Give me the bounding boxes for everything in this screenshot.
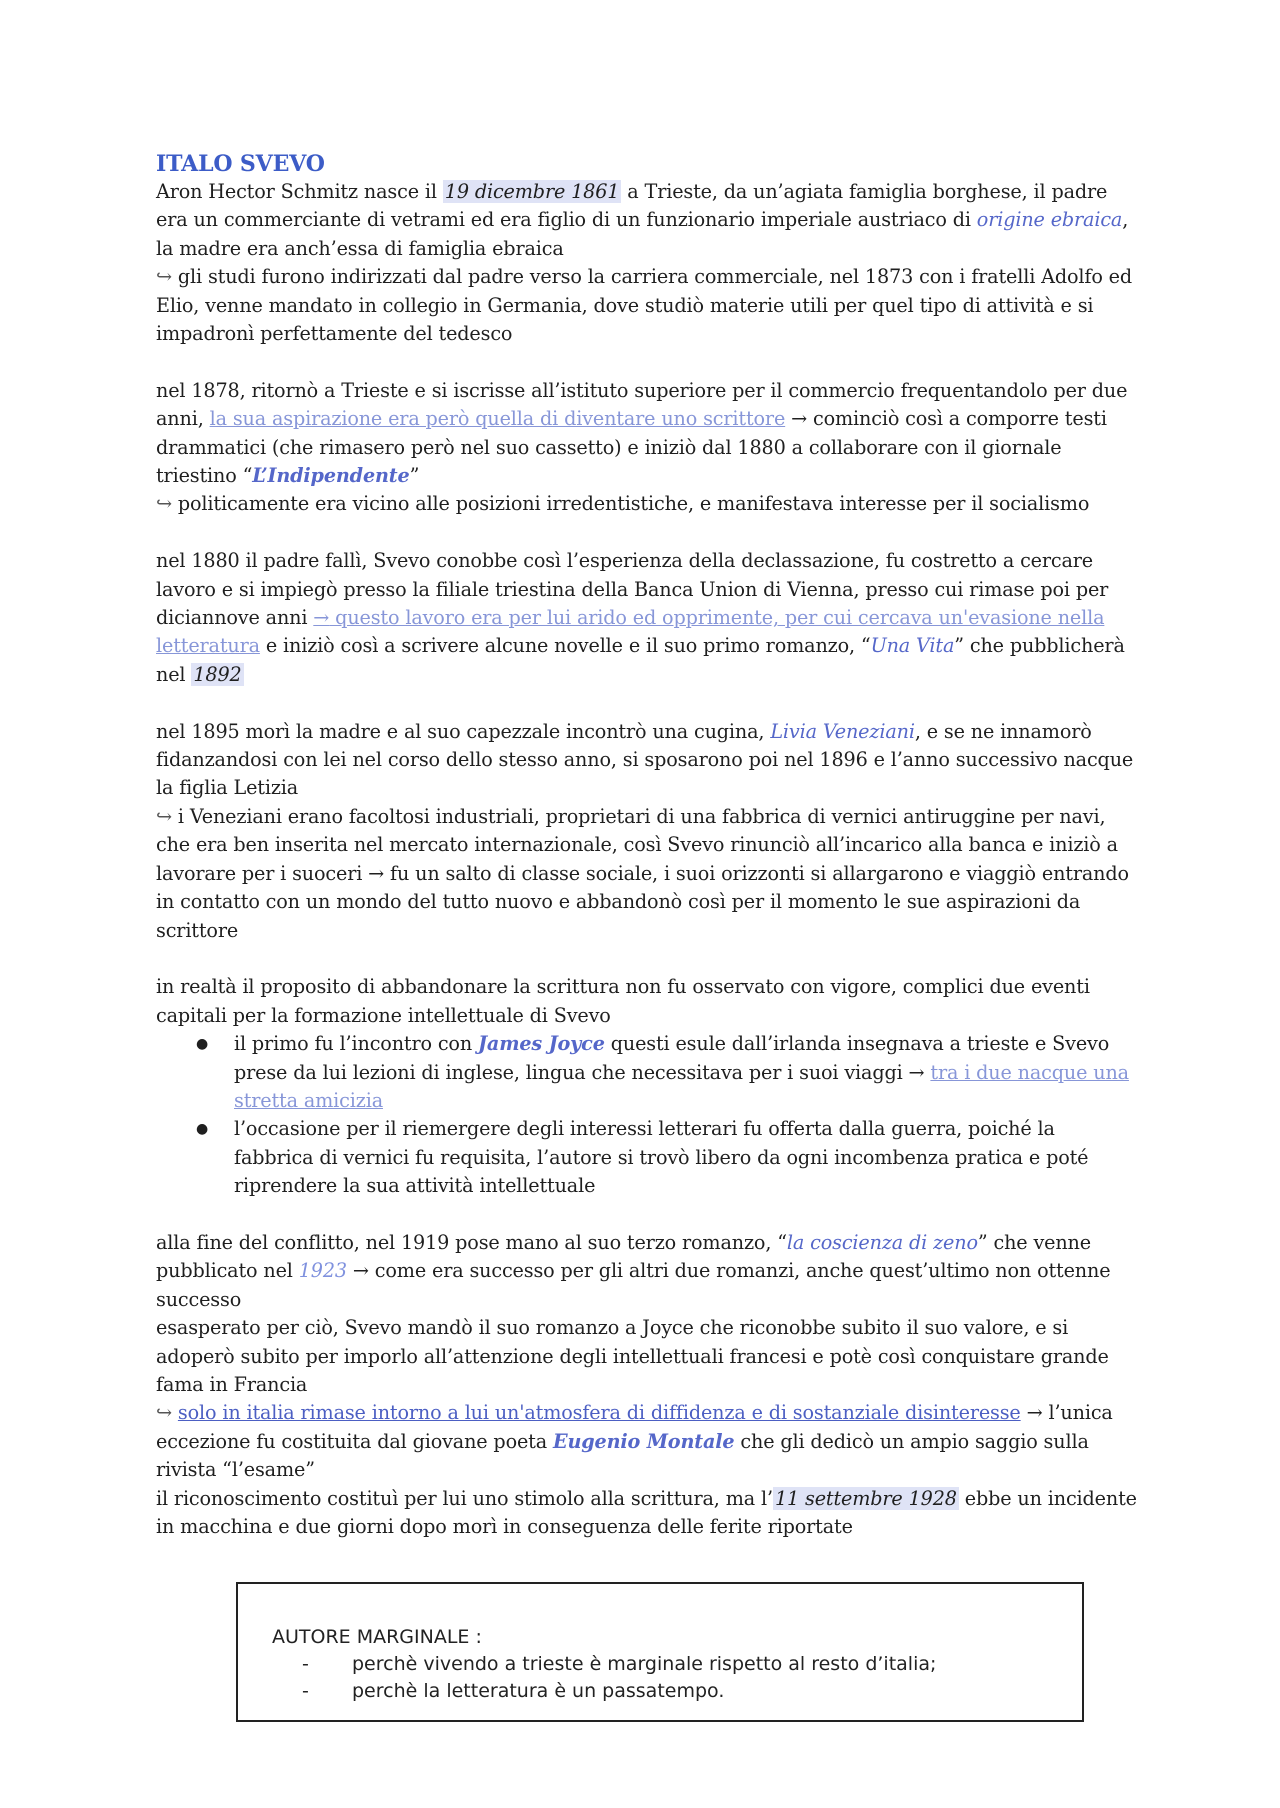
hook-arrow-icon: ↪ xyxy=(156,804,172,828)
journal-name: L’Indipendente xyxy=(252,464,410,488)
hook-arrow-icon: ↪ xyxy=(156,265,172,289)
paragraph-bank xyxy=(156,547,1140,689)
person-name: James Joyce xyxy=(478,1032,605,1056)
text-run: ” che pubblicherà nel xyxy=(156,634,1125,686)
spacer xyxy=(156,945,1140,973)
text-run: questi esule dall’irlanda insegnava a trieste e Svevo prese da lui lezioni di inglese, lingua che necessitava per i suoi viaggi → xyxy=(234,1032,1110,1084)
link-aspiration[interactable]: la sua aspirazione era però quella di diventare uno scrittore xyxy=(209,407,786,431)
summary-item: perchè vivendo a trieste è marginale rispetto al resto d’italia; xyxy=(352,1653,937,1675)
paragraph-joyce xyxy=(156,1314,1140,1399)
publication-year: 1923 xyxy=(298,1259,347,1283)
paragraph-veneziani xyxy=(156,803,1140,945)
text-run: nel 1880 il padre fallì, Svevo conobbe così l’esperienza della declassazione, fu costretto a cercare lavoro e si impiegò presso la filiale triestina della Banca Union di Vienna, presso cui rimase poi per diciannove anni xyxy=(156,549,1109,630)
hook-arrow-icon: ↪ xyxy=(156,492,172,516)
paragraph-birth xyxy=(156,178,1140,263)
hook-arrow-icon: ↪ xyxy=(156,1401,172,1425)
birth-date: 19 dicembre 1861 xyxy=(444,180,620,203)
link-arrow[interactable]: → xyxy=(313,606,330,630)
text-run: gli studi furono indirizzati dal padre verso la carriera commerciale, nel 1873 con i fratelli Adolfo ed Elio, venne mandato in collegio in Germania, dove studiò materie utili per quel tipo di attività e si impadronì perfettamente del tedesco xyxy=(156,265,1133,346)
text-run: il primo fu l’incontro con xyxy=(234,1032,478,1056)
text-run: nel 1895 morì la madre e al suo capezzale incontrò una cugina, xyxy=(156,719,771,743)
text-run: → l’unica eccezione fu costituita dal giovane poeta xyxy=(156,1401,1113,1453)
text-run: , e se ne innamorò fidanzandosi con lei nel corso dello stesso anno, si sposarono poi nel 1896 e l’anno successivo nacque la figlia Letizia xyxy=(156,719,1134,800)
origin-highlight: origine ebraica xyxy=(976,208,1123,232)
person-name: Livia Veneziani xyxy=(770,719,915,743)
list-item xyxy=(156,1115,1140,1200)
paragraph-death xyxy=(156,1485,1140,1542)
dash-bullet: - xyxy=(302,1653,309,1675)
bullet-icon: ● xyxy=(196,1121,209,1138)
novel-title: la coscienza di zeno xyxy=(786,1230,978,1254)
text-run: → cominciò così a comporre testi drammatici (che rimasero però nel suo cassetto) e iniziò dal 1880 a collaborare con il giornale triestino “ xyxy=(156,407,1107,488)
text-run: ebbe un incidente in macchina e due giorni dopo morì in conseguenza delle ferite riportate xyxy=(156,1486,1137,1539)
dash-bullet: - xyxy=(302,1680,309,1702)
page-title: ITALO SVEVO xyxy=(156,151,325,177)
paragraph-return-trieste xyxy=(156,377,1140,491)
text-run: Aron Hector Schmitz nasce il xyxy=(156,180,443,203)
spacer xyxy=(156,348,1140,376)
text-run: il riconoscimento costituì per lui uno stimolo alla scrittura, ma l’ xyxy=(156,1486,773,1510)
person-name: Eugenio Montale xyxy=(552,1429,735,1453)
link-evasion[interactable]: questo lavoro era per lui arido ed opprimente, per cui cercava un'evasione nella letteratura xyxy=(156,606,1105,658)
paragraph-marriage xyxy=(156,718,1140,803)
text-run: politicamente era vicino alle posizioni irredentistiche, e manifestava interesse per il socialismo xyxy=(171,492,1090,516)
text-run: ” che venne pubblicato nel xyxy=(156,1230,1091,1283)
events-list xyxy=(156,1030,1140,1200)
link-friendship[interactable]: tra i due nacque una stretta amicizia xyxy=(234,1060,1129,1112)
document-body xyxy=(156,150,1140,1541)
text-run: e iniziò così a scrivere alcune novelle e il suo primo romanzo, “ xyxy=(259,634,871,658)
text-run: nel 1878, ritornò a Trieste e si iscrisse all’istituto superiore per il commercio frequentandolo per due anni, xyxy=(156,378,1128,431)
paragraph-italy xyxy=(156,1399,1140,1484)
paragraph-writing xyxy=(156,973,1140,1030)
summary-item: perchè la letteratura è un passatempo. xyxy=(352,1680,725,1702)
spacer xyxy=(156,1201,1140,1229)
spacer xyxy=(156,519,1140,547)
bullet-icon: ● xyxy=(196,1036,209,1053)
text-run: , la madre era anch’essa di famiglia ebraica xyxy=(156,208,1129,260)
text-run: alla fine del conflitto, nel 1919 pose mano al suo terzo romanzo, “ xyxy=(156,1230,787,1254)
text-run: i Veneziani erano facoltosi industriali, proprietari di una fabbrica di vernici antiruggine per navi, che era ben inserita nel mercato internazionale, così Svevo rinunciò all’incarico alla banca e iniziò a lavorare per i suoceri → fu un salto di classe sociale, i suoi orizzonti si allargarono e viaggiò entrando in contatto con un mondo del tutto nuovo e abbandonò così per il momento le sue aspirazioni da scrittore xyxy=(156,804,1129,942)
summary-box xyxy=(236,1582,1084,1722)
spacer xyxy=(156,689,1140,717)
paragraph-zeno xyxy=(156,1229,1140,1314)
publication-year: 1892 xyxy=(193,662,242,686)
paragraph-studies xyxy=(156,263,1140,348)
text-run: esasperato per ciò, Svevo mandò il suo romanzo a Joyce che riconobbe subito il suo valore, e si adoperò subito per imporlo all’attenzione degli intellettuali francesi e potè così conquistare grande fama in Francia xyxy=(156,1316,1109,1396)
summary-heading: AUTORE MARGINALE : xyxy=(272,1626,482,1648)
list-item xyxy=(272,1651,936,1678)
text-run: a Trieste, da un’agiata famiglia borghese, il padre era un commerciante di vetrami ed era figlio di un funzionario imperiale austriaco di xyxy=(156,180,1108,232)
text-run: in realtà il proposito di abbandonare la scrittura non fu osservato con vigore, complici due eventi capitali per la formazione intellettuale di Svevo xyxy=(156,975,1090,1027)
death-date: 11 settembre 1928 xyxy=(774,1486,957,1510)
summary-box-content xyxy=(272,1624,936,1705)
text-run: l’occasione per il riemergere degli interessi letterari fu offerta dalla guerra, poiché la fabbrica di vernici fu requisita, l’autore si trovò libero da ogni incombenza pratica e poté riprendere la sua attività intellettuale xyxy=(234,1117,1089,1198)
text-run: ” xyxy=(409,464,420,488)
text-run: → come era successo per gli altri due romanzi, anche quest’ultimo non ottenne successo xyxy=(156,1259,1111,1311)
link-diffidence[interactable]: solo in italia rimase intorno a lui un'atmosfera di diffidenza e di sostanziale disinteresse xyxy=(177,1401,1021,1425)
list-item xyxy=(156,1030,1140,1115)
paragraph-politics xyxy=(156,490,1140,518)
text-run: che gli dedicò un ampio saggio sulla rivista “l’esame” xyxy=(156,1429,1089,1482)
novel-title: Una Vita xyxy=(870,634,955,658)
list-item xyxy=(272,1678,936,1705)
